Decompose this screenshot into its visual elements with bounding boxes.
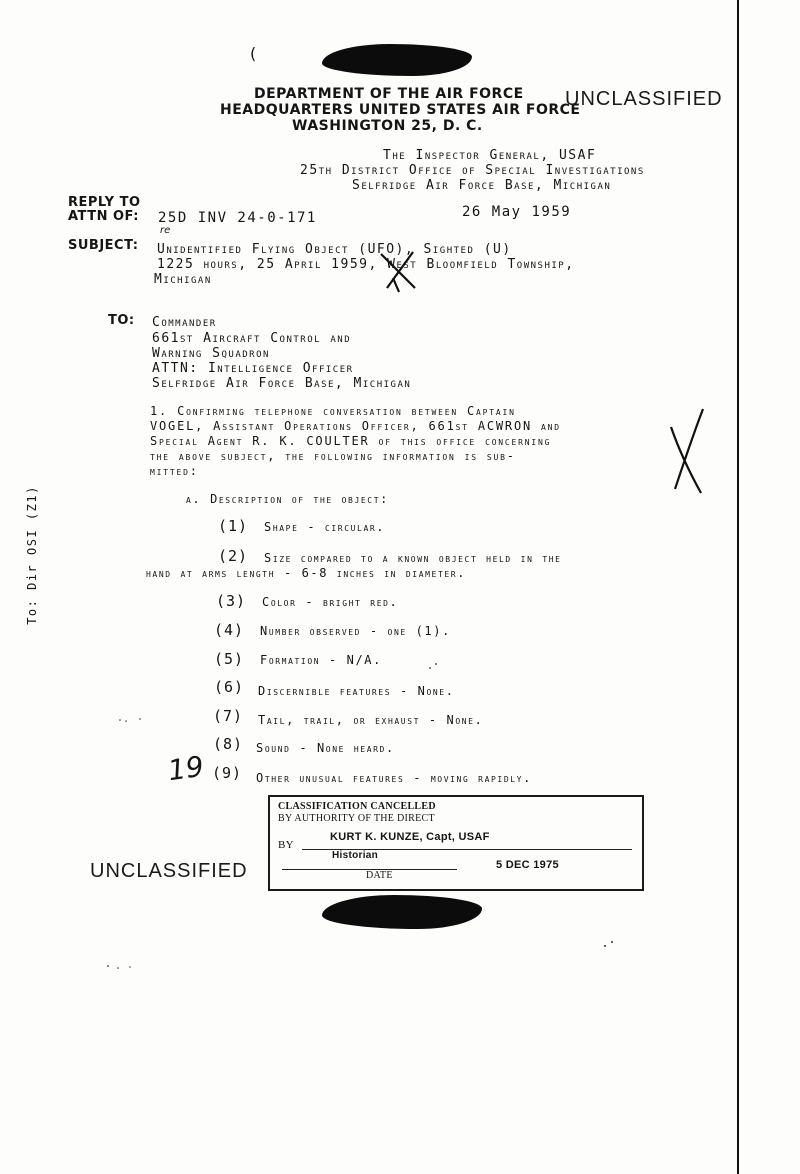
item-1-text: Shape - circular. bbox=[264, 520, 386, 534]
from-line3: Selfridge Air Force Base, Michigan bbox=[352, 178, 612, 193]
item-7-number: (7) bbox=[213, 707, 244, 725]
to-line5: Selfridge Air Force Base, Michigan bbox=[152, 376, 412, 391]
item-1-number: (1) bbox=[218, 517, 249, 535]
item-7-text: Tail, trail, or exhaust - None. bbox=[258, 713, 484, 727]
para1-line5: mitted: bbox=[150, 464, 199, 478]
stamp-date-value: 5 DEC 1975 bbox=[496, 859, 559, 871]
letterhead-line3: WASHINGTON 25, D. C. bbox=[292, 118, 483, 134]
handwritten-paren: ( bbox=[250, 44, 257, 63]
item-9-text: Other unusual features - moving rapidly. bbox=[256, 771, 532, 785]
letterhead-line1: DEPARTMENT OF THE AIR FORCE bbox=[254, 86, 524, 102]
margin-routing-note: To: Dir OSI (Z1) bbox=[24, 485, 39, 625]
handwritten-initials: 19 bbox=[165, 749, 206, 788]
letter-date: 26 May 1959 bbox=[462, 204, 572, 220]
stamp-line1: CLASSIFICATION CANCELLED bbox=[278, 801, 436, 812]
section-a-heading: a. Description of the object: bbox=[186, 492, 389, 506]
item-4-text: Number observed - one (1). bbox=[260, 624, 451, 638]
item-2-continued: hand at arms length - 6-8 inches in diameter. bbox=[146, 566, 467, 580]
subject-line2: 1225 hours, 25 April 1959, West Bloomfield Township, bbox=[157, 257, 575, 272]
handwritten-re: re bbox=[160, 225, 171, 236]
subject-label: SUBJECT: bbox=[68, 238, 139, 253]
para1-line4: the above subject, the following information is sub- bbox=[150, 449, 516, 463]
item-2-number: (2) bbox=[218, 547, 249, 565]
para1-line2: VOGEL, Assistant Operations Officer, 661st ACWRON and bbox=[150, 419, 561, 433]
to-line4: ATTN: Intelligence Officer bbox=[152, 361, 354, 376]
file-number: 25D INV 24-0-171 bbox=[158, 210, 317, 226]
stamp-date-label: DATE bbox=[366, 870, 393, 881]
item-2-text: Size compared to a known object held in the bbox=[264, 551, 562, 565]
item-4-number: (4) bbox=[214, 621, 245, 639]
para1-line3: Special Agent R. K. COULTER of this office concerning bbox=[150, 434, 552, 448]
item-3-text: Color - bright red. bbox=[262, 595, 399, 609]
stamp-line2: BY AUTHORITY OF THE DIRECT bbox=[278, 813, 435, 824]
stamp-by-label: BY bbox=[278, 839, 294, 851]
classification-stamp-bottom: UNCLASSIFIED bbox=[90, 860, 248, 882]
item-6-text: Discernible features - None. bbox=[258, 684, 455, 698]
item-3-number: (3) bbox=[216, 592, 247, 610]
subject-line1: Unidentified Flying Object (UFO), Sighted (U) bbox=[157, 242, 512, 257]
item-5-number: (5) bbox=[214, 650, 245, 668]
para1-line1: 1. Confirming telephone conversation between Captain bbox=[150, 404, 516, 418]
to-line1: Commander bbox=[152, 315, 217, 330]
item-5-text: Formation - N/A. bbox=[260, 653, 382, 667]
stamp-signer-name: KURT K. KUNZE, Capt, USAF bbox=[330, 831, 490, 843]
stamp-signer-title: Historian bbox=[332, 850, 379, 861]
from-line2: 25th District Office of Special Investigations bbox=[300, 163, 645, 178]
item-9-number: (9) bbox=[212, 764, 243, 782]
to-line3: Warning Squadron bbox=[152, 346, 270, 361]
letterhead-line2: HEADQUARTERS UNITED STATES AIR FORCE bbox=[220, 102, 581, 118]
to-line2: 661st Aircraft Control and bbox=[152, 331, 352, 346]
classification-stamp-top: UNCLASSIFIED bbox=[565, 88, 723, 110]
reply-to-label: REPLY TO bbox=[68, 195, 141, 210]
attn-of-label: ATTN OF: bbox=[68, 209, 139, 224]
item-8-number: (8) bbox=[213, 735, 244, 753]
from-line1: The Inspector General, USAF bbox=[383, 148, 597, 163]
item-8-text: Sound - None heard. bbox=[256, 741, 395, 755]
to-label: TO: bbox=[108, 313, 135, 328]
item-6-number: (6) bbox=[214, 678, 245, 696]
subject-line3: Michigan bbox=[154, 272, 212, 287]
